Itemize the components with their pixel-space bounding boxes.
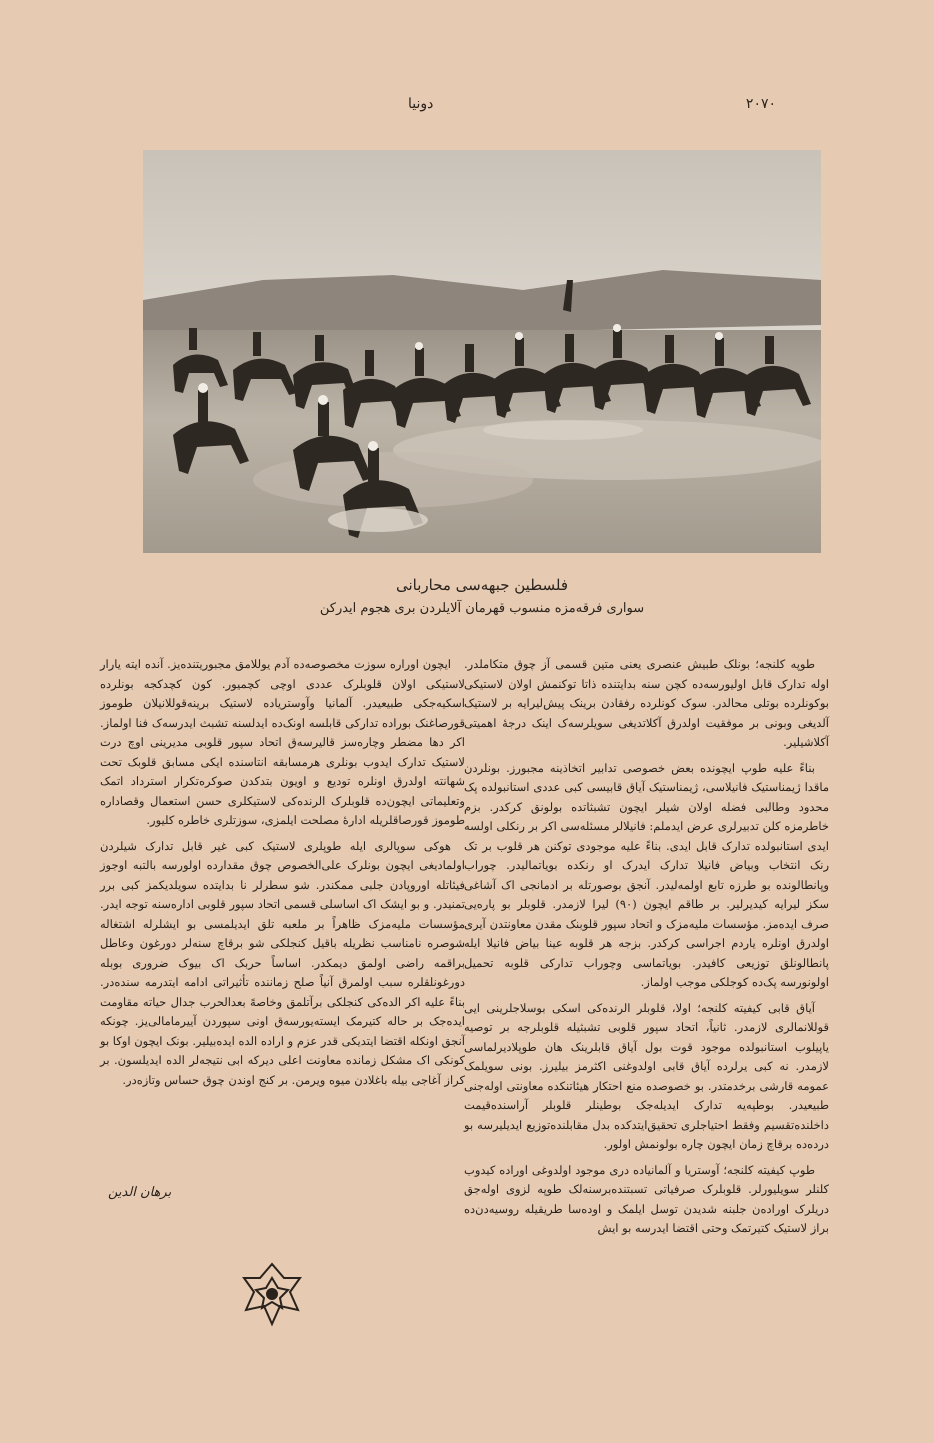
paragraph: طوپ کیفیته کلنجه؛ آوستریا و آلمانیاده دری موجود اولدوغی اوراده کیدوب کلنلر سویلیورلر. قلوبلرک صرفیاتی تسبتنده‌برسنه‌لک طوپه لزوی اوله‌جق دریلرک اوراده‌ن جلبنه شدیدن توسل ایلمک و اوده‌سا طریقیله روسیه‌دن‌ده براز لاستیک کتیرتمک وحتی اقتضا ایدرسه بو ایش [464,1162,829,1235]
ornament-emblem-icon [232,1260,312,1330]
paragraph: بناءً علیه طوپ ایچونده بعض خصوصی تدابیر اتخاذینه مجبورز. بونلردن ماقدا ژیمناستیک فانیلاسی، ژیمناستیک آیاق قابیسی کبی عددی استانبولده پک محدود وطالبی فضله اولان شیلر ایچون تشبثاتده بولونق کرکدر. بزم خاطرمزه کلن تدبیرلری عرض ایدملم: فانیلالر مسئله‌سی اکر بر رنکلی اولسه ایدی استانبولده تدارک قابل ایدی. بناءً علیه موجودی توکنن هر قلوب بر تک رنک انتخاب وبیاض فانیلا تدارک ایدرک او رنکده بویاتمالیدر. چوراب وپانطالونده بو طرزه تابع اولمه‌لیدر. آنجق بوصورتله بر ادمانجی اک آشاغی سکز لیرایه کیدیرلیر. بر طاقم ایچون (۹۰) لیرا لازمدر. قلوبلر بو پاره‌یی صرف ایده‌مز. مؤسسات ملیه‌مزک و اتحاد سپور قلوبنک مقدن معاونتدن آیری اولدرق اونلره یاردم اجراسی کرکدر. بزجه هر قلوبه عینا بیاض فانیلا ایله پانطالونلق توزیعی کافیدر. بویاتماسی وچوراب تدارکی قلوبه تحمیل اولونورسه پک‌ده کوجلکی موجب اولماز. [464,760,829,989]
right-text-column [464,655,829,1245]
paragraph: طوپه کلنجه؛ بونلک طبیش عنصری یعنی متین قسمی آز چوق متکاملدر. اوله تدارک قابل اولیورسه‌ده کچن سنه بدایتنده ذاتا توکنمش اولان لاستیکی بوکونلرده بوتلی محالدر. سوک کونلرده رفقادن برینک پیش‌لیرایه بر لاستیک آلدیغی وبونی بر موفقیت اولدرق آکلاتدیغی سویلرسه‌ک اینک درجهٔ اهمیتی آکلاشیلیر. [464,657,829,749]
left-text-column [100,655,465,1096]
author-signature: برهان الدین [108,1185,172,1200]
page-number: ٢٠٧٠ [745,96,776,112]
photo-caption-title: فلسطین جبهه‌سی محاربانی [395,576,569,594]
paragraph: آیاق قابی کیفیته کلنجه؛ اولا، قلوبلر الرنده‌کی اسکی بوسلاجلرینی ایی قوللانمالری لازمدر. ثانیاً، اتحاد سپور قلوبی تشبثیله قلوبلرجه بر توصیه یاپیلوب استانبولده موجود قوت بول آیاق قابلرینک هان طوپلادیرلماسی لازمدر. نه کبی یرلرده آیاق قابی اولدوغنی اکثرمز بیلیرز. بونی سویلمک عمومه قارشی برخدمتدر. بو خصوصده منع احتکار هیئاتنکده معاونتی اوله‌جنی طبیعیدر. بوطپه‌یه تدارک ایدیله‌جک بوطینلر قلوبلر آراسنده‌قیمت داخلنده‌تقسیم وفقط احتیاجلری تحقیق‌ایتدکده بدل مقابلنده‌توزیع ایدیلیرسه بو درده‌ده برقاچ زمان ایچون چاره بولونمش اولور. [464,1000,829,1151]
cavalry-photograph [143,150,821,553]
journal-name: دونیا [408,96,434,112]
photo-caption-subtitle: سواری فرقه‌مزه منسوب قهرمان آلایلردن بری هجوم ایدرکن [319,601,645,616]
paragraph: ایچون اوراره سوزت مخصوصه‌ده آدم یوللامق مجبوریتنده‌یز. آنده ایته یارار لاستیکی اولان قلوبلرک عددی اوچی کچمیور. کون کچدکجه بونلرده اسکیه‌جکی طبیعیدر. آلمانیا وآوستریاده لاستیک برینه‌قوللانیلان طوموز قورصاغنک بوراده تدارکی قابلسه اونک‌ده ایدلسنه تشبث ایدرسه‌ک فنا اولماز. اکر دها مضطر وچاره‌سز قالیرسه‌ق اتحاد سپور قلوبی مدیرینی اوچ درت لاستیک تدارک ایدوب بونلری هرمسابقه انتاسنده ایکی مسابق قلوبک تحت شهانته اولدرق اونلره تودیع و اویون بتدکدن صوکره‌تکرار استرداد اتمک وتعلیماتی ایچون‌ده قلوبلرک الرنده‌کی لاستیکلری حسن استعمال وقصاداره طوموز قورصاقلریله ادارهٔ مصلحت ایلمزی، سوزتلری خاطره کلیور. [100,657,465,827]
paragraph: هوکی سوپالری ایله طوپلری لاستیک کبی غیر قابل تدارک شیلردن اولمادیغی ایچون بونلرک علی‌الخصوص چوق مقدارده اولورسه بالتبه اوجوز فیئاتله اوروپادن جلبی ممکندر. شو سطرلر نا بدایتده سویلدیکمز کبی برر تمنیدر. و بو ایشک اک اساسلی قسمی اتحاد سپور قلوبی اداره‌سنه توجه ایدر. مؤسسات ملیه‌مزک ظاهراً بر ملعبه تلق ایدیلمسی بو ایشلرله اشتغاله شوصره نامناسب نظریله باقیل کنجلکی شو برقاچ سنه‌لر دورغون وعاطل براقمه راضی اولمق دیمکدر. اساساً حربک اک بیوک ضروری بوبله دورغونلقلره سبب اولمرق آنیاً صلح زماننده تأثیراتی ادامه ایتدرمه سنده‌در. بناءً علیه اکر الده‌کی کنجلکی برآتلمق وخاصهً بعدالحرب جدال حیاته مقاومت ایده‌جک بر حاله کتیرمک ایسته‌یورسه‌ق اونی سپوردن آییرمامالی‌یز. چونکه آنجق اونکله اقتضا ایتدیکی قدر عزم و اراده الده ایده‌بیلیر. بونک ایچون اوکا بو کونکی اک مشکل زمانده معاونت اعلی دیرکه ابی نتیجه‌لر الده ایدیلسون. بر کراز آغاجی بیله باغلادن میوه ویرمن. بر کنج اوندن چوق حساس وتازه‌در. [100,838,465,1087]
